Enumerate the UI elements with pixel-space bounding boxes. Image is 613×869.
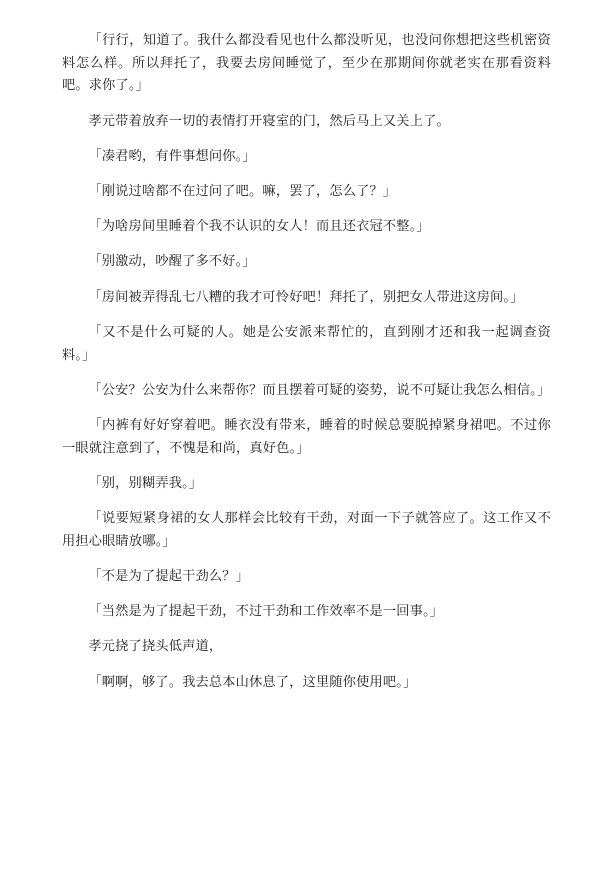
paragraph: 「房间被弄得乱七八糟的我才可怜好吧！拜托了，别把女人带进这房间。」 [88,289,524,305]
paragraph: 「说要短紧身裙的女人那样会比较有干劲，对面一下子就答应了。这工作又不用担心眼睛放哪。」 [62,511,551,549]
paragraph: 「又不是什么可疑的人。她是公安派来帮忙的，直到刚才还和我一起调查资料。」 [62,324,551,363]
paragraph: 「不是为了提起干劲么？」 [88,568,250,584]
paragraph: 「凑君哟，有件事想问你。」 [88,148,256,164]
paragraph: 「当然是为了提起干劲，不过干劲和工作效率不是一回事。」 [88,604,444,620]
paragraph: 孝元挠了挠头低声道， [88,639,223,655]
paragraph: 「啊啊，够了。我去总本山休息了，这里随你使用吧。」 [88,674,417,690]
paragraph: 「别激动，吵醒了多不好。」 [88,254,256,270]
paragraph: 「公安？公安为什么来帮你？而且摆着可疑的姿势，说不可疑让我怎么相信。」 [88,382,551,398]
paragraph: 「为啥房间里睡着个我不认识的女人！而且还衣冠不整。」 [88,219,430,235]
paragraph: 「别，别糊弄我。」 [88,475,203,491]
paragraph: 「行行，知道了。我什么都没看见也什么都没听见，也没问你想把这些机密资料怎么样。所以拜托了，我要去房间睡觉了，至少在那期间你就老实在那看资料吧。求你了。」 [62,33,551,94]
paragraph: 「刚说过啥都不在过问了吧。嘛，罢了，怎么了？」 [88,184,397,200]
paragraph: 「内裤有好好穿着吧。睡衣没有带来，睡着的时候总要脱掉紧身裙吧。不过你一眼就注意到了，不愧是和尚，真好色。」 [62,417,551,456]
paragraph: 孝元带着放弃一切的表情打开寝室的门，然后马上又关上了。 [88,113,450,129]
